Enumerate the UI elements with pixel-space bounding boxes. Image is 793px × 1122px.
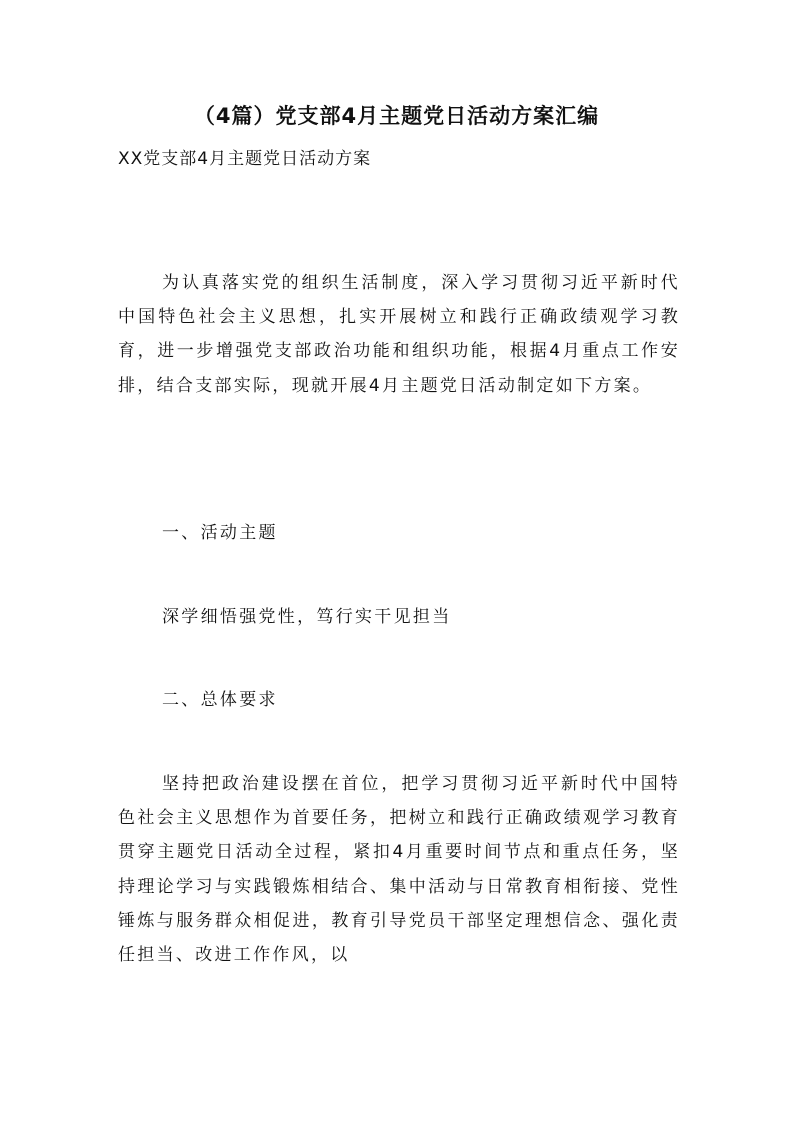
section-2-heading: 二、总体要求 [162,690,278,710]
intro-paragraph: 为认真落实党的组织生活制度，深入学习贯彻习近平新时代中国特色社会主义思想，扎实开展树立和践行正确政绩观学习教育，进一步增强党支部政治功能和组织功能，根据4月重点工作安排，结合支部实际，现就开展4月主题党日活动制定如下方案。 [118,273,680,396]
document-subtitle: XX党支部4月主题党日活动方案 [118,149,372,169]
section-1-text: 深学细悟强党性，笃行实干见担当 [162,607,452,627]
section-1-heading: 一、活动主题 [162,523,278,543]
document-title: （4篇）党支部4月主题党日活动方案汇编 [193,104,600,128]
section-2-paragraph: 坚持把政治建设摆在首位，把学习贯彻习近平新时代中国特色社会主义思想作为首要任务，把树立和践行正确政绩观学习教育贯穿主题党日活动全过程，紧扣4月重要时间节点和重点任务，坚持理论学习与实践锻炼相结合、集中活动与日常教育相衔接、党性锤炼与服务群众相促进，教育引导党员干部坚定理想信念、强化责任担当、改进工作作风，以 [118,774,680,966]
